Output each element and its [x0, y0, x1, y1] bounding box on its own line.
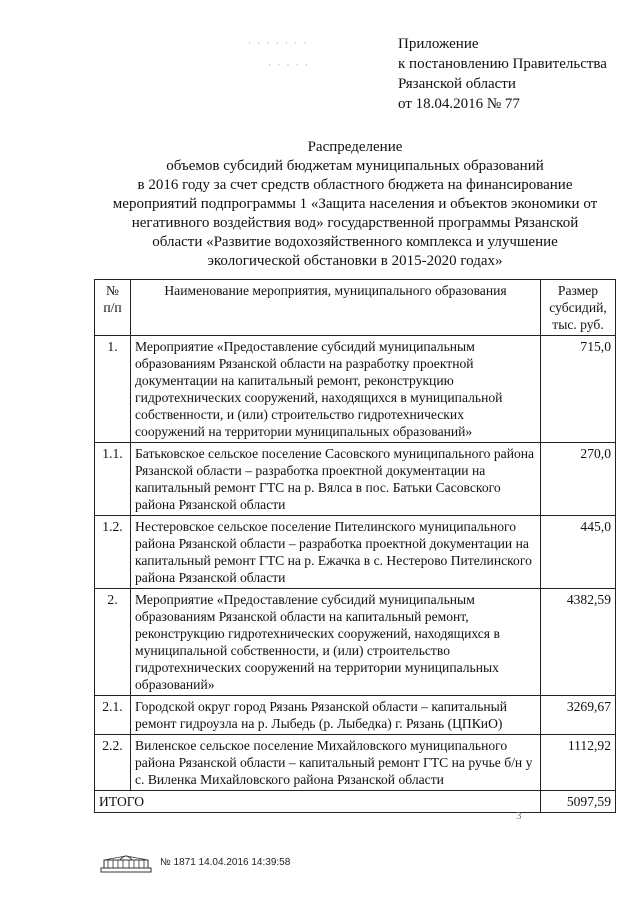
row-name: Городской округ город Рязань Рязанской области – капитальный ремонт гидроузла на р. Лыбедь (р. Лыбедка) г. Рязань (ЦПКиО) [131, 696, 541, 735]
table-row [95, 589, 616, 696]
appendix-line: к постановлению Правительства [398, 56, 607, 72]
title-line: негативного воздействия вод» государственной программы Рязанской [131, 215, 579, 231]
total-value: 5097,59 [541, 791, 616, 813]
row-value: 3269,67 [541, 696, 616, 735]
appendix-date: от 18.04.2016 № 77 [398, 96, 520, 112]
row-value: 270,0 [541, 443, 616, 516]
title-line: мероприятий подпрограммы 1 «Защита населения и объектов экономики от [112, 196, 598, 212]
title-line: в 2016 году за счет средств областного бюджета на финансирование [137, 177, 573, 193]
page-mark: 3 [516, 810, 522, 822]
table-total-row [95, 791, 616, 813]
title-line: экологической обстановки в 2015-2020 годах» [207, 253, 503, 269]
row-name: Нестеровское сельское поселение Пителинского муниципального района Рязанской области – разработка проектной документации на капитальный ремонт ГТС на р. Ежачка в с. Нестерово Пителинского района Рязанской области [131, 516, 541, 589]
header-name-text: Наименование мероприятия, муниципального образования [164, 283, 507, 298]
title-line: Распределение [307, 139, 403, 155]
row-value: 1112,92 [541, 735, 616, 791]
table-row [95, 696, 616, 735]
header-value [541, 280, 616, 336]
total-label: ИТОГО [95, 791, 541, 813]
table-row [95, 336, 616, 443]
row-num: 1.2. [95, 516, 131, 589]
registration-stamp: № 1871 14.04.2016 14:39:58 [160, 856, 291, 868]
header-num-text: № п/п [103, 283, 122, 315]
scan-noise: · · · · · · · [248, 38, 309, 48]
row-num: 1.1. [95, 443, 131, 516]
row-name: Виленское сельское поселение Михайловского муниципального района Рязанской области – капитальный ремонт ГТС на ручье б/н у с. Виленка Михайловского района Рязанской области [131, 735, 541, 791]
header-name [131, 280, 541, 336]
registration-footer [100, 851, 290, 873]
row-num: 2.1. [95, 696, 131, 735]
row-name: Батьковское сельское поселение Сасовского муниципального района Рязанской области – разработка проектной документации на капитальный ремонт ГТС на р. Вялса в пос. Батьки Сасовского района Рязанской области [131, 443, 541, 516]
table-row [95, 735, 616, 791]
row-value: 4382,59 [541, 589, 616, 696]
row-num: 2.2. [95, 735, 131, 791]
appendix-line: Приложение [398, 36, 479, 52]
appendix-block [388, 34, 607, 114]
row-value: 445,0 [541, 516, 616, 589]
header-num [95, 280, 131, 336]
header-value-text: Размер субсидий, тыс. руб. [549, 283, 607, 332]
row-value: 715,0 [541, 336, 616, 443]
document-title [90, 138, 620, 271]
table-row [95, 443, 616, 516]
building-seal-icon [100, 851, 152, 873]
table-header-row [95, 280, 616, 336]
subsidy-table [94, 279, 616, 813]
row-name: Мероприятие «Предоставление субсидий муниципальным образованиям Рязанской области на разработку проектной документации на капитальный ремонт, реконструкцию гидротехнических сооружений, находящихся в муниципальной собственности, и (или) строительство гидротехнических сооружений на территории муниципальных образований» [131, 336, 541, 443]
table-row [95, 516, 616, 589]
row-num: 1. [95, 336, 131, 443]
scan-noise: · · · · · [268, 60, 310, 70]
row-name: Мероприятие «Предоставление субсидий муниципальным образованиям Рязанской области на капитальный ремонт, реконструкцию гидротехнических сооружений, находящихся в муниципальной собственности, и (или) строительство гидротехнических сооружений на территории муниципальных образований» [131, 589, 541, 696]
row-num: 2. [95, 589, 131, 696]
title-line: области «Развитие водохозяйственного комплекса и улучшение [152, 234, 558, 250]
title-line: объемов субсидий бюджетам муниципальных образований [166, 158, 544, 174]
appendix-line: Рязанской области [398, 76, 516, 92]
